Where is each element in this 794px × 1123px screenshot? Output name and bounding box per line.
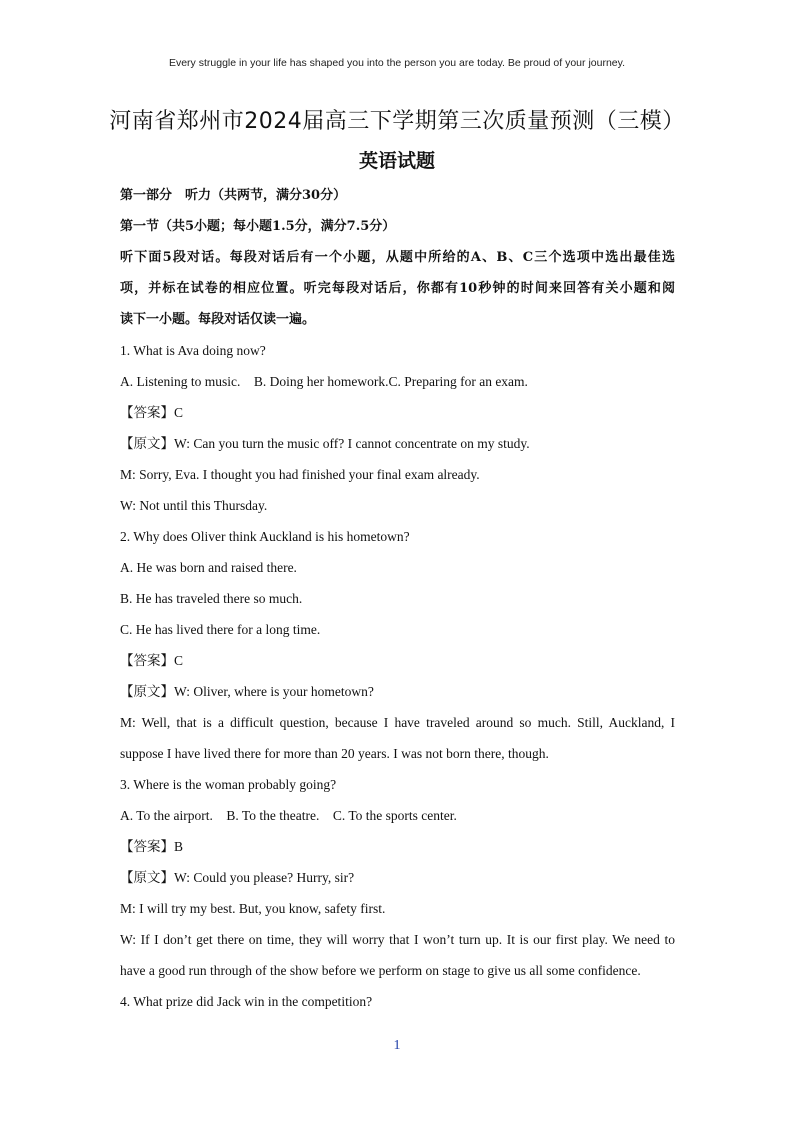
transcript-line: M: I will try my best. But, you know, safety first.: [120, 901, 386, 916]
answer: 【答案】B: [120, 839, 184, 854]
option: B. He has traveled there so much.: [120, 591, 303, 606]
transcript-line: W: If I don’t get there on time, they will worry that I won’t turn up. It is our first play. We need to: [120, 932, 675, 947]
answer: 【答案】C: [120, 653, 184, 668]
transcript-line: M: Sorry, Eva. I thought you had finished your final exam already.: [120, 467, 480, 482]
option: A. He was born and raised there.: [120, 560, 297, 575]
option: C. He has lived there for a long time.: [120, 622, 321, 637]
document-subtitle: 英语试题: [358, 150, 435, 172]
question: 2. Why does Oliver think Auckland is his hometown?: [120, 529, 410, 544]
document-body: [120, 180, 675, 1017]
subsection-heading: 第一节（共5小题；每小题1.5分，满分7.5分）: [120, 219, 396, 234]
options: A. Listening to music. B. Doing her homework.C. Preparing for an exam.: [120, 374, 528, 389]
transcript-line: suppose I have lived there for more than 20 years. I was not born there, though.: [120, 746, 549, 761]
instruction-line: 听下面5段对话。每段对话后有一个小题，从题中所给的A、B、C三个选项中选出最佳选: [120, 250, 675, 265]
question: 3. Where is the woman probably going?: [120, 777, 337, 792]
transcript-line: W: Not until this Thursday.: [120, 498, 268, 513]
answer: 【答案】C: [120, 405, 184, 420]
transcript-line: 【原文】W: Can you turn the music off? I cannot concentrate on my study.: [120, 436, 530, 451]
transcript-line: M: Well, that is a difficult question, because I have traveled around so much. Still, Auckland, I: [120, 715, 675, 730]
question: 4. What prize did Jack win in the competition?: [120, 994, 373, 1009]
page-number: 1: [393, 1038, 401, 1053]
transcript-line: 【原文】W: Oliver, where is your hometown?: [120, 684, 374, 699]
document-title: 河南省郑州市2024届高三下学期第三次质量预测（三模）: [109, 109, 685, 134]
section-heading: 第一部分 听力（共两节，满分30分）: [120, 188, 347, 203]
question: 1. What is Ava doing now?: [120, 343, 266, 358]
transcript-line: have a good run through of the show before we perform on stage to give us all some confidence.: [120, 963, 641, 978]
transcript-line: 【原文】W: Could you please? Hurry, sir?: [120, 870, 355, 885]
instruction-line: 项，并标在试卷的相应位置。听完每段对话后，你都有10秒钟的时间来回答有关小题和阅: [120, 281, 675, 296]
instruction-line: 读下一小题。每段对话仅读一遍。: [120, 312, 316, 327]
header-motto: Every struggle in your life has shaped you into the person you are today. Be proud of your journey.: [168, 57, 626, 69]
options: A. To the airport. B. To the theatre. C. To the sports center.: [120, 808, 457, 823]
